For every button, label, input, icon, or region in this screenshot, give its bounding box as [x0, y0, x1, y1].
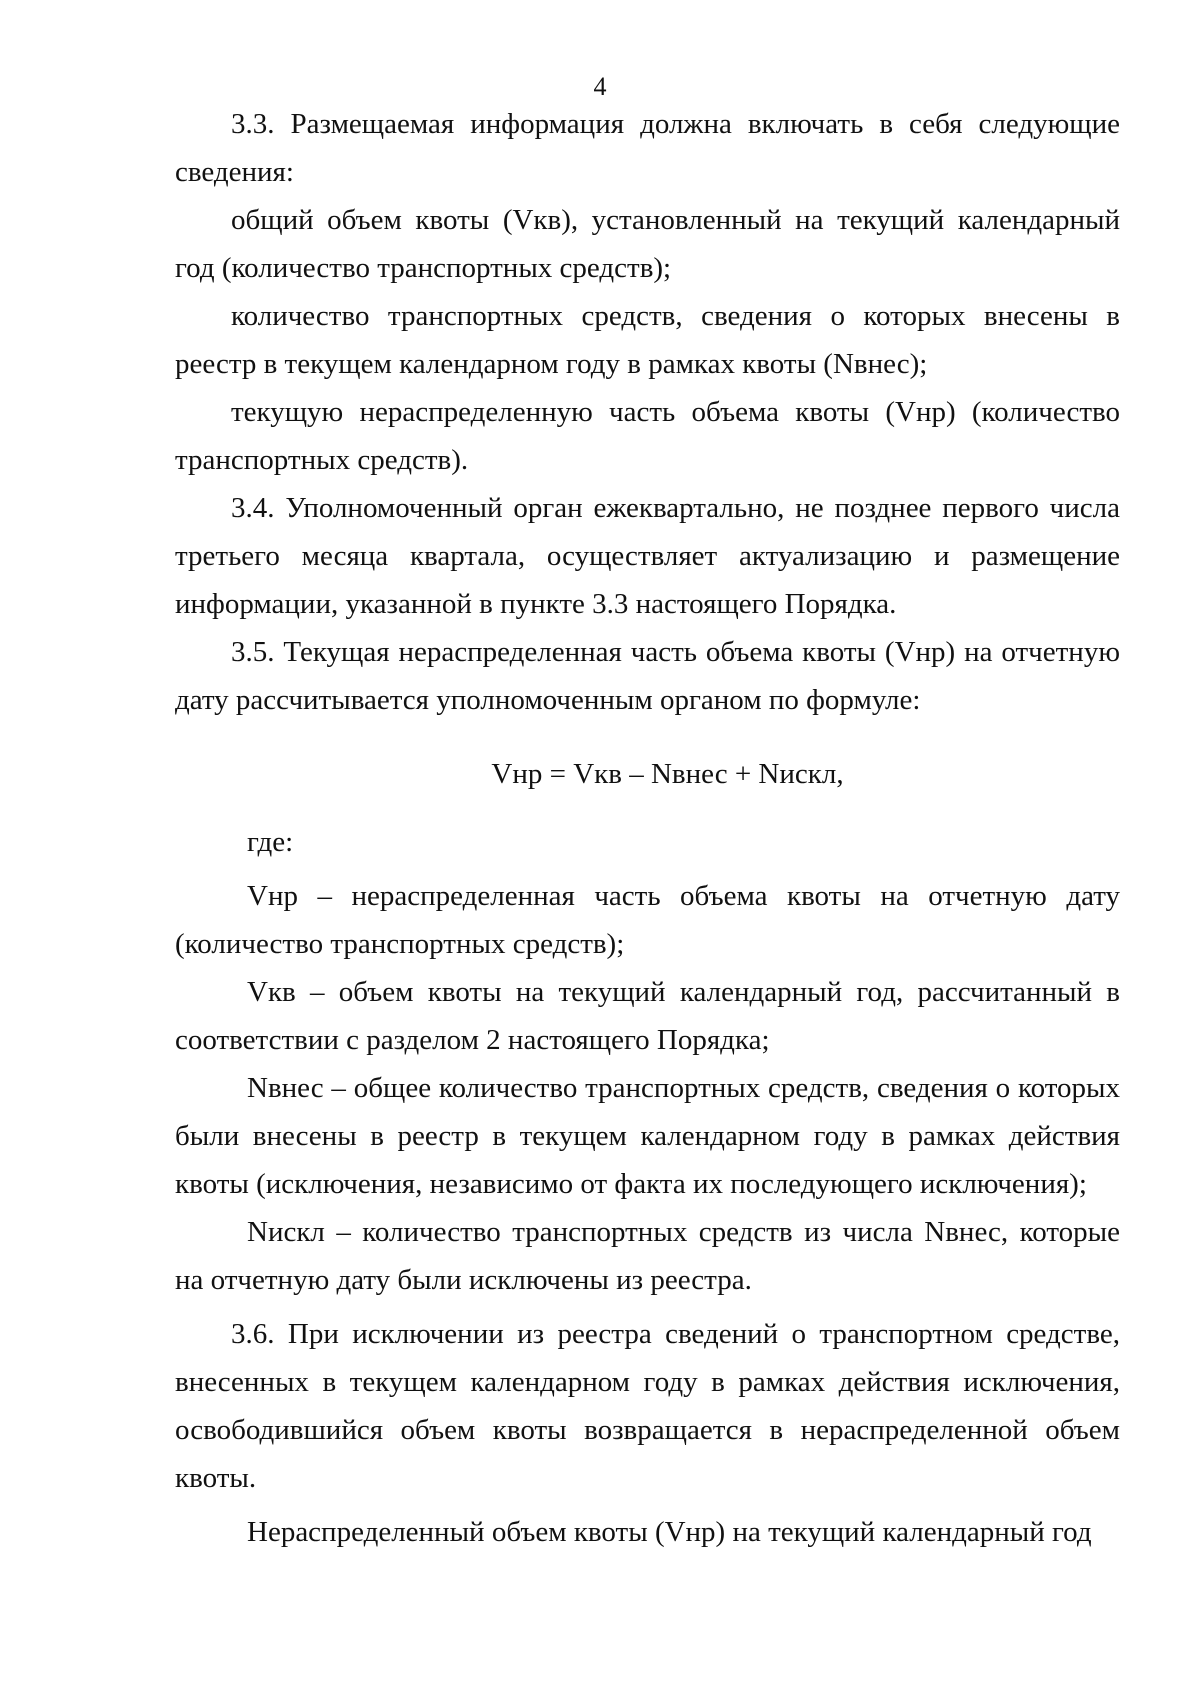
- definition-vkv: Vкв – объем квоты на текущий календарный год, рассчитанный в соответствии с разделом 2 настоящего Порядка;: [175, 976, 1120, 1056]
- page-number: 4: [593, 72, 607, 101]
- paragraph-3-3: 3.3. Размещаемая информация должна включать в себя следующие сведения:: [175, 108, 1120, 188]
- list-item-quota-volume: общий объем квоты (Vкв), установленный на текущий календарный год (количество транспортных средств);: [175, 204, 1120, 284]
- definition-nvnes: Nвнес – общее количество транспортных средств, сведения о которых были внесены в реестр в текущем календарном году в рамках действия квоты (исключения, независимо от факта их последующего исключения);: [175, 1072, 1120, 1200]
- where-label: где:: [247, 826, 294, 858]
- list-item-vehicles-registered: количество транспортных средств, сведения о которых внесены в реестр в текущем календарном году в рамках квоты (Nвнес);: [175, 300, 1120, 380]
- page-bottom-edge: [0, 1660, 1200, 1692]
- paragraph-3-4: 3.4. Уполномоченный орган ежеквартально, не позднее первого числа третьего месяца квартала, осуществляет актуализацию и размещение информации, указанной в пункте 3.3 настоящего Порядка.: [175, 492, 1120, 620]
- formula: Vнр = Vкв – Nвнес + Nискл,: [491, 758, 844, 790]
- definition-niskl: Nискл – количество транспортных средств из числа Nвнес, которые на отчетную дату были исключены из реестра.: [175, 1216, 1120, 1296]
- section-3-3-to-3-5: [175, 100, 1120, 1556]
- definition-vnr: Vнр – нераспределенная часть объема квоты на отчетную дату (количество транспортных средств);: [175, 880, 1120, 960]
- paragraph-3-6: 3.6. При исключении из реестра сведений о транспортном средстве, внесенных в текущем календарном году в рамках действия исключения, освободившийся объем квоты возвращается в нераспределенной объем квоты.: [175, 1318, 1120, 1494]
- list-item-unallocated-part: текущую нераспределенную часть объема квоты (Vнр) (количество транспортных средств).: [175, 396, 1120, 476]
- paragraph-3-5: 3.5. Текущая нераспределенная часть объема квоты (Vнр) на отчетную дату рассчитывается уполномоченным органом по формуле:: [175, 636, 1120, 716]
- paragraph-unallocated-volume: Нераспределенный объем квоты (Vнр) на текущий календарный год: [247, 1516, 1092, 1548]
